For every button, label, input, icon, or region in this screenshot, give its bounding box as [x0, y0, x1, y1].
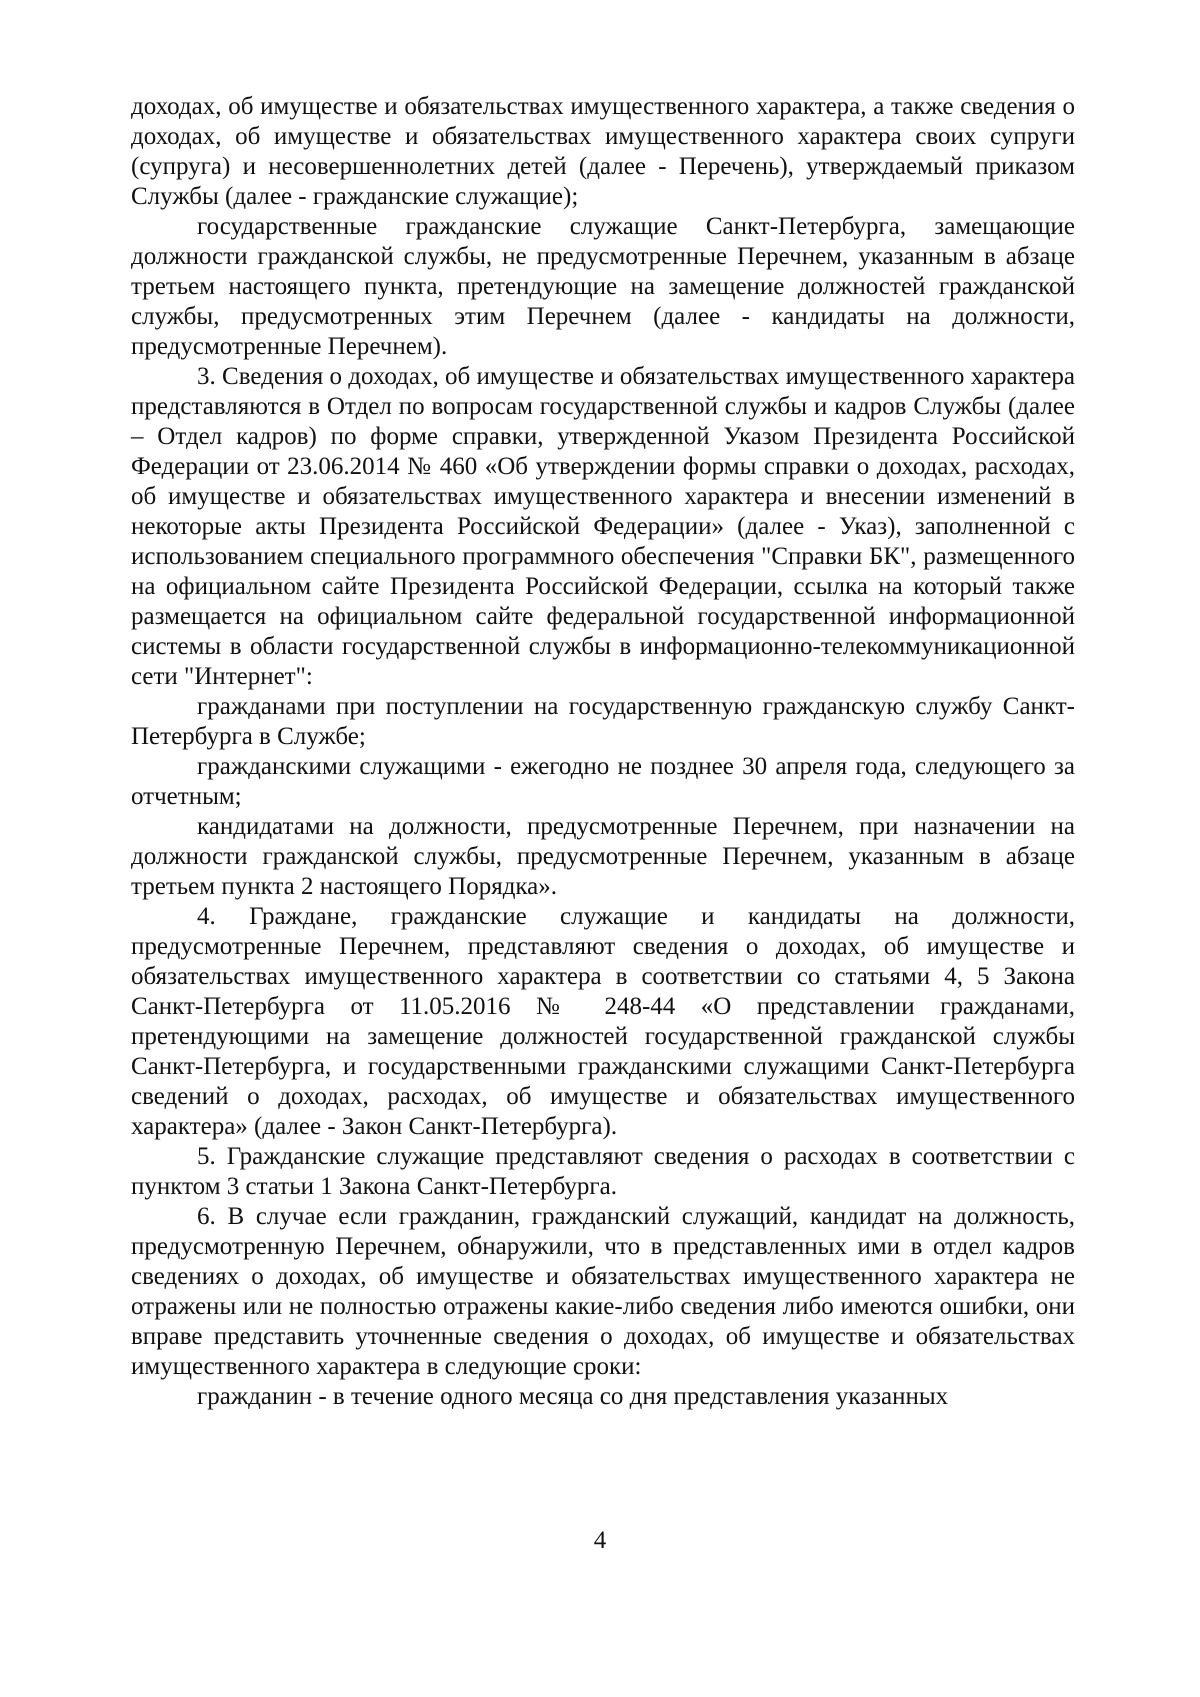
paragraph-continuation: доходах, об имуществе и обязательствах имущественного характера, а также сведения о доходах, об имуществе и обязательствах имущественного характера своих супруги (супруга) и несовершеннолетних детей (далее - Перечень), утверждаемый приказом Службы (далее - гражданские служащие);	[131, 93, 1075, 210]
paragraph-item-3: 3. Сведения о доходах, об имуществе и обязательствах имущественного характера представляются в Отдел по вопросам государственной службы и кадров Службы (далее – Отдел кадров) по форме справки, утвержденной Указом Президента Российской Федерации от 23.06.2014 № 460 «Об утверждении формы справки о доходах, расходах, об имуществе и обязательствах имущественного характера и внесении изменений в некоторые акты Президента Российской Федерации» (далее - Указ), заполненной с использованием специального программного обеспечения "Справки БК", размещенного на официальном сайте Президента Российской Федерации, ссылка на который также размещается на официальном сайте федеральной государственной информационной системы в области государственной службы в информационно-телекоммуникационной сети "Интернет":	[131, 363, 1075, 690]
paragraph-citizens: гражданами при поступлении на государственную гражданскую службу Санкт-Петербурга в Службе;	[131, 693, 1075, 750]
paragraph-candidates: кандидатами на должности, предусмотренные Перечнем, при назначении на должности гражданской службы, предусмотренные Перечнем, указанным в абзаце третьем пункта 2 настоящего Порядка».	[131, 813, 1075, 900]
paragraph-item-6: 6. В случае если гражданин, гражданский служащий, кандидат на должность, предусмотренную Перечнем, обнаружили, что в представленных ими в отдел кадров сведениях о доходах, об имуществе и обязательствах имущественного характера не отражены или не полностью отражены какие-либо сведения либо имеются ошибки, они вправе представить уточненные сведения о доходах, об имуществе и обязательствах имущественного характера в следующие сроки:	[131, 1203, 1075, 1380]
paragraph-item-5: 5. Гражданские служащие представляют сведения о расходах в соответствии с пунктом 3 статьи 1 Закона Санкт-Петербурга.	[131, 1143, 1075, 1200]
paragraph-candidates-definition: государственные гражданские служащие Санкт-Петербурга, замещающие должности гражданской службы, не предусмотренные Перечнем, указанным в абзаце третьем настоящего пункта, претендующие на замещение должностей гражданской службы, предусмотренных этим Перечнем (далее - кандидаты на должности, предусмотренные Перечнем).	[131, 213, 1075, 360]
paragraph-civil-servants: гражданскими служащими - ежегодно не позднее 30 апреля года, следующего за отчетным;	[131, 753, 1075, 810]
paragraph-citizen-deadline: гражданин - в течение одного месяца со дня представления указанных	[197, 1383, 949, 1410]
page-number: 4	[593, 1527, 607, 1554]
document-body	[131, 92, 1075, 1412]
paragraph-item-4: 4. Граждане, гражданские служащие и кандидаты на должности, предусмотренные Перечнем, представляют сведения о доходах, об имуществе и обязательствах имущественного характера в соответствии со статьями 4, 5 Закона Санкт-Петербурга от 11.05.2016 № 248-44 «О представлении гражданами, претендующими на замещение должностей государственной гражданской службы Санкт-Петербурга, и государственными гражданскими служащими Санкт-Петербурга сведений о доходах, расходах, об имуществе и обязательствах имущественного характера» (далее - Закон Санкт-Петербурга).	[131, 903, 1075, 1140]
